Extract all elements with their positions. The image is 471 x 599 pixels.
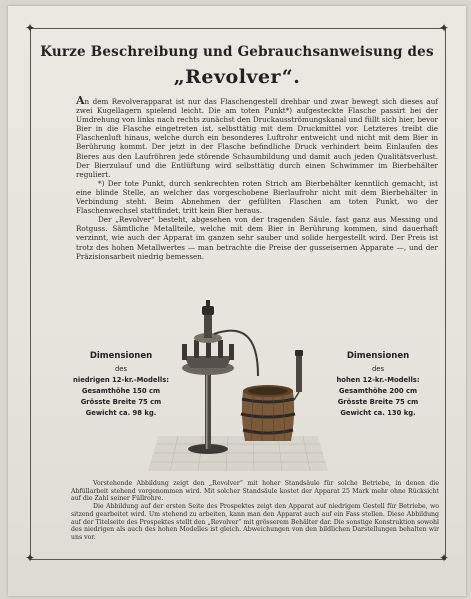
weight: Gewicht ca. 130 kg. — [340, 409, 416, 417]
dimensions-high-model — [323, 351, 433, 419]
paragraph-3: Der „Revolver“ besteht, abgesehen von der tragenden Säule, fast ganz aus Messing und Rotguss. Sämtliche Metallteile, welche mit dem Bier in Berührung kommen, sind dauerhaft verzinnt, wie auch der Apparat im ganzen sehr sauber und solide hergestellt wird. Der Preis ist trotz des hohen Metallwertes — man betrachte die Preise der gusseisernen Apparate —, und der Präzisionsarbeit niedrig bemessen. — [76, 215, 438, 261]
document-page — [8, 6, 466, 596]
corner-ornament-top-left: ✦ — [25, 21, 36, 35]
document-title-line2: „Revolver“. — [173, 66, 301, 88]
paragraph-1 — [76, 96, 438, 179]
corner-ornament-bottom-right: ✦ — [439, 551, 450, 565]
caption-paragraph-1: Vorstehende Abbildung zeigt den „Revolver“ mit hoher Standsäule für solche Betriebe, in denen die Abfüllarbeit stehend vorgenommen wird. Mit solcher Standsäule kostet der Apparat 25 Mark mehr ohne Rücksicht auf die Zahl seiner Füllrohre. — [71, 480, 439, 503]
max-width: Grösste Breite 75 cm — [337, 398, 419, 406]
corner-ornament-bottom-left: ✦ — [25, 551, 36, 565]
document-title-line1: Kurze Beschreibung und Gebrauchsanweisung des — [40, 44, 434, 60]
paragraph-1-text: n dem Revolverapparat ist nur das Flaschengestell drehbar und zwar bewegt sich dieses auf zwei Kugellagern spielend leicht. Die am toten Punkt*) aufgesteckte Flasche passirt bei der Umdrehung von links nach rechts zunächst den Druckausströmungskanal und füllt sich hier, bevor Bier in die Flasche eingetreten ist, selbsttätig mit dem Druckmittel vor. Letzteres treibt die Flaschenluft hinaus, welche durch ein besonderes Luftrohr entweicht und nicht mit dem Bier in Berührung kommt. Der jetzt in der Flasche befindliche Druck verhindert beim Einlaufen des Bieres aus den Laufröhren jede störende Schaumbildung und damit auch jeden Qualitätsverlust. Der Bierzulauf und die Entlüftung wird selbsttätig durch einen Schwimmer im Bierbehälter reguliert. — [76, 97, 438, 179]
weight: Gewicht ca. 98 kg. — [85, 409, 157, 417]
model-name: hohen 12-kr.-Modells: — [336, 376, 420, 384]
pressure-pump — [294, 350, 303, 400]
dimensions-heading: Dimensionen — [89, 351, 153, 361]
illustration-caption — [71, 480, 439, 542]
revolver-apparatus-illustration — [148, 296, 328, 471]
corner-ornament-top-right: ✦ — [439, 21, 450, 35]
beer-barrel — [241, 385, 295, 441]
drop-cap: A — [76, 94, 85, 107]
paragraph-2: *) Der tote Punkt, durch senkrechten roten Strich am Bierbehälter kenntlich gemacht, ist eine blinde Stelle, an welcher das vorgeschobene Bierlaufrohr nicht mit dem Bierbehälter in Verbindung steht. Beim Abnehmen der gefüllten Flaschen am toten Punkt, wo der Flaschenwechsel stattfindet, tritt kein Bier heraus. — [76, 178, 438, 216]
tiled-floor — [148, 436, 328, 471]
dimensions-of: des — [114, 365, 128, 373]
total-height: Gesamthöhe 150 cm — [81, 387, 161, 395]
total-height: Gesamthöhe 200 cm — [338, 387, 418, 395]
dimensions-of: des — [371, 365, 385, 373]
caption-paragraph-2: Die Abbildung auf der ersten Seite des Prospektes zeigt den Apparat auf niedrigem Gestell für Betriebe, wo sitzend gearbeitet wird. Um stehend zu arbeiten, kann man den Apparat auch auf ein Fass stellen. Diese Abbildung auf der Titelseite des Prospektes stellt den „Revolver“ mit grösserem Behälter dar. Die sonstige Konstruktion sowohl des niedrigen als auch des hohen Modelles ist gleich. Abweichungen von den bildlichen Darstellungen behalten wir uns vor. — [71, 503, 439, 541]
model-name: niedrigen 12-kr.-Modells: — [73, 376, 169, 384]
bottle-carousel — [182, 300, 234, 375]
dimensions-heading: Dimensionen — [346, 351, 410, 361]
max-width: Grösste Breite 75 cm — [80, 398, 162, 406]
description-body — [76, 96, 438, 261]
